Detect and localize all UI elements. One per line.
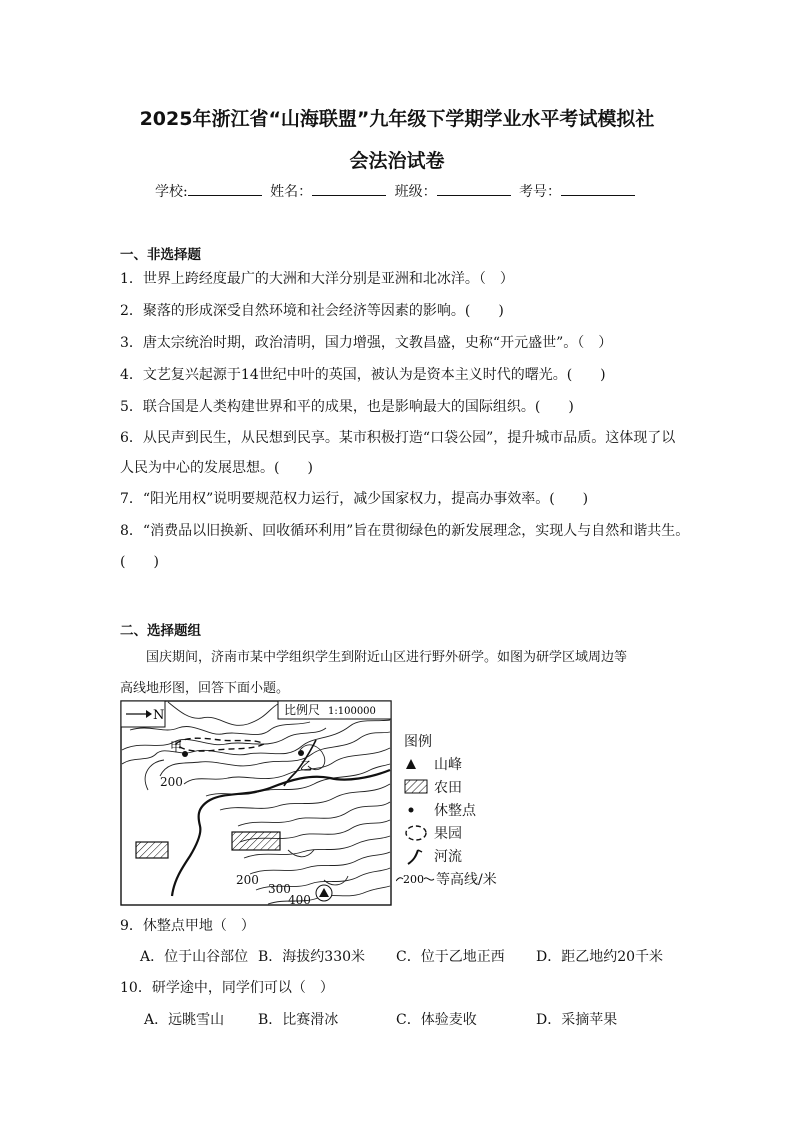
svg-text:200: 200: [403, 872, 424, 886]
legend-rest-point: 休整点: [404, 798, 497, 821]
exam-title-line1: 2025年浙江省“山海联盟”九年级下学期学业水平考试模拟社: [139, 108, 655, 130]
legend-title-row: [404, 729, 497, 752]
contour-label-400: 400: [288, 893, 311, 906]
student-info-row: [0, 181, 794, 201]
question-7: 7．“阳光用权”说明要规范权力运行，减少国家权力，提高办事效率。( ): [120, 491, 589, 507]
exam-number-label: 考号：: [519, 184, 562, 200]
q9-option-a[interactable]: A．位于山谷部位: [140, 949, 249, 965]
river-icon: [404, 846, 434, 866]
contour-label-200b: 200: [236, 873, 259, 887]
question-8-line1: 8．“消费品以旧换新、回收循环利用”旨在贯彻绿色的新发展理念，实现人与自然和谐共生。: [120, 523, 690, 539]
section1-heading: 一、非选择题: [120, 247, 201, 263]
map-legend: [404, 729, 497, 890]
legend-title: 图例: [404, 733, 432, 750]
question-4: 4．文艺复兴起源于14世纪中叶的英国，被认为是资本主义时代的曙光。( ): [120, 367, 606, 383]
q10-option-d[interactable]: D．采摘苹果: [536, 1012, 618, 1028]
exam-number-blank[interactable]: [561, 183, 635, 196]
legend-peak: 山峰: [404, 752, 497, 775]
north-label: N: [153, 708, 165, 723]
place-yi: 乙: [300, 759, 313, 773]
legend-orchard: 果园: [404, 821, 497, 844]
section2-heading: 二、选择题组: [120, 623, 201, 639]
farmland-1: [136, 842, 168, 858]
section2-intro-line1: 国庆期间，济南市某中学组织学生到附近山区进行野外研学。如图为研学区域周边等: [146, 650, 628, 665]
dashed-circle-icon: [404, 824, 434, 842]
question-8-line2: ( ): [120, 554, 159, 570]
question-6-line2: 人民为中心的发展思想。( ): [120, 460, 313, 476]
question-3: 3．唐太宗统治时期，政治清明，国力增强，文教昌盛，史称“开元盛世”。（ ）: [120, 335, 613, 351]
school-label: 学校:: [154, 184, 188, 200]
q9-option-d[interactable]: D．距乙地约20千米: [536, 949, 664, 965]
q10-option-b[interactable]: B．比赛滑冰: [258, 1012, 339, 1028]
question-6-line1: 6．从民声到民生，从民想到民享。某市积极打造“口袋公园”，提升城市品质。这体现了以: [120, 430, 676, 446]
class-blank[interactable]: [437, 183, 511, 196]
place-jia: 甲: [170, 740, 183, 754]
hatched-box-icon: [404, 779, 434, 795]
question-9-stem: 9．休整点甲地（ ）: [120, 918, 255, 934]
school-blank[interactable]: [188, 183, 262, 196]
question-10-stem: 10．研学途中，同学们可以（ ）: [120, 980, 334, 996]
dot-icon: [404, 803, 434, 817]
question-2: 2．聚落的形成深受自然环境和社会经济等因素的影响。( ): [120, 303, 504, 319]
exam-title-line2: 会法治试卷: [349, 150, 445, 172]
class-label: 班级：: [394, 184, 437, 200]
contour-sample-icon: [396, 871, 436, 887]
question-1: 1．世界上跨经度最广的大洲和大洋分别是亚洲和北冰洋。（ ）: [120, 271, 514, 287]
contour-label-200a: 200: [160, 775, 183, 789]
legend-contour: 200 等高线/米: [396, 867, 497, 890]
scale-value: 1:100000: [328, 706, 376, 717]
q9-option-b[interactable]: B．海拔约330米: [258, 949, 366, 965]
question-5: 5．联合国是人类构建世界和平的成果，也是影响最大的国际组织。( ): [120, 399, 574, 415]
q10-option-c[interactable]: C．体验麦收: [396, 1012, 477, 1028]
contour-map: [120, 700, 392, 906]
scale-label: 比例尺: [284, 703, 321, 717]
q9-option-c[interactable]: C．位于乙地正西: [396, 949, 505, 965]
triangle-icon: [404, 757, 434, 771]
q10-option-a[interactable]: A．远眺雪山: [144, 1012, 225, 1028]
contour-label-300: 300: [268, 882, 291, 896]
section2-intro-line2: 高线地形图，回答下面小题。: [120, 681, 290, 696]
name-blank[interactable]: [312, 183, 386, 196]
rest-point-jia: [182, 751, 188, 757]
farmland-2: [232, 832, 280, 850]
rest-point-yi: [298, 750, 304, 756]
legend-farmland: 农田: [404, 775, 497, 798]
name-label: 姓名：: [270, 184, 313, 200]
legend-river: 河流: [404, 844, 497, 867]
